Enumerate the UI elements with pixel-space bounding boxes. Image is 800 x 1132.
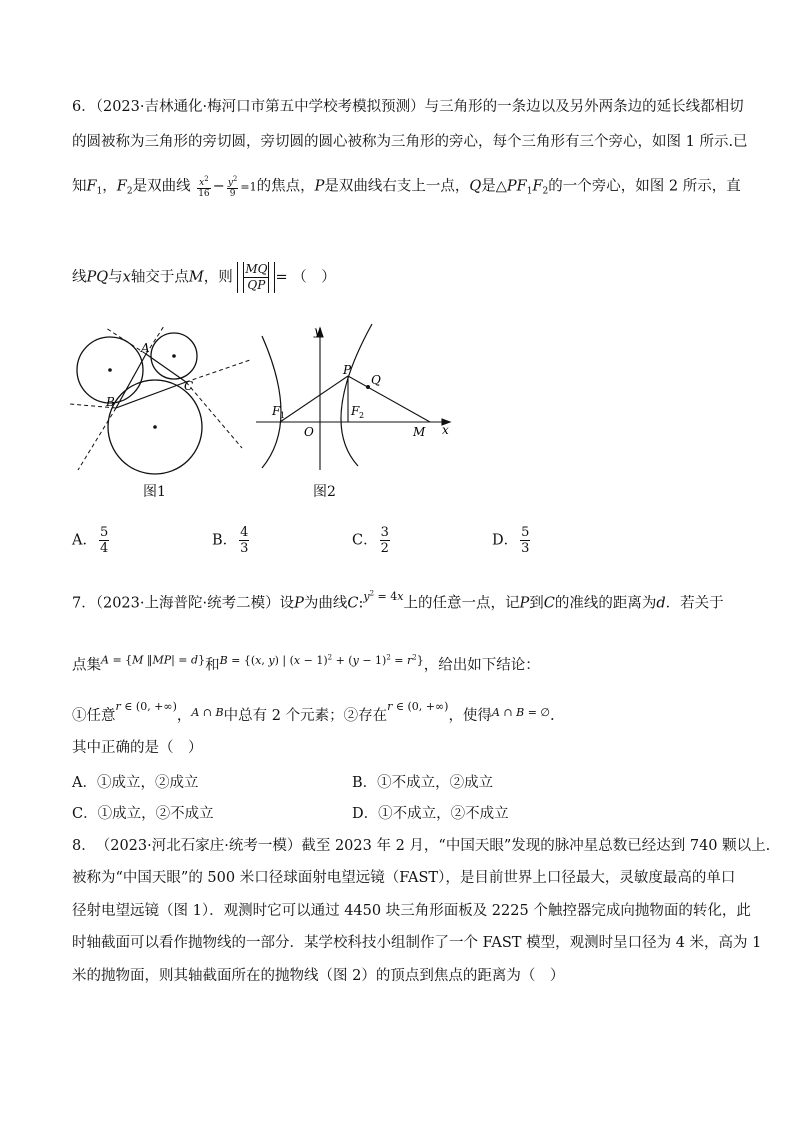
figure-2-caption: 图2	[313, 484, 336, 500]
q6-option-d[interactable]	[492, 525, 532, 556]
q6-t4c: 轴交于点	[130, 269, 189, 286]
q6-line-4: 线PQ与x轴交于点M，则 $\frac{MQ}{QP}$ = （ ）	[72, 262, 336, 292]
fig2-label-m: M	[413, 425, 426, 439]
q7-t3c: 中总有 2 个元素；②存在	[223, 708, 388, 724]
fig2-label-o: O	[304, 425, 314, 439]
fig2-label-x: x	[442, 423, 449, 437]
fig2-label-f2: F	[351, 404, 360, 418]
q6-line-3: 知$F_1$，$F_2$是双曲线 $\frac{x^2}{16}$ − $\frac{y^2}{9}$ =1的焦点，P是双曲线右支上一点，Q是$\triangle PF_1F_2$的一个旁心，如图 2 所示，直	[72, 175, 741, 199]
q6-t3g: 的一个旁心，如图 2 所示，直	[548, 178, 741, 195]
q7-t1b: 为曲线	[303, 595, 348, 612]
option-letter: C．	[352, 532, 378, 549]
option-frac: $\frac{5}{3}$	[521, 525, 530, 556]
q7-t1e: 的准线的距离为	[554, 595, 657, 612]
q6-source: （2023·吉林通化·梅河口市第五中学校考模拟预测）	[95, 99, 425, 115]
q7-t2b: 和	[205, 657, 220, 674]
q6-t4d: ，则	[203, 269, 233, 286]
q6-t3e: 是双曲线右支上一点，	[324, 178, 470, 195]
q6-option-b[interactable]	[212, 525, 251, 556]
q6-text-2: 的圆被称为三角形的旁切圆，旁切圆的圆心被称为三角形的旁心，每个三角形有三个旁心，如图 1 所示.已	[72, 134, 748, 150]
option-frac: $\frac{3}{2}$	[380, 525, 389, 556]
q6-t3f: 是△	[481, 178, 507, 195]
q7-t1c: 上的任意一点，记	[403, 595, 520, 612]
q7-number: 7．	[72, 595, 96, 612]
q7-t2a: 点集	[72, 657, 101, 674]
option-letter: A．	[72, 532, 97, 549]
figure-1-excircles	[66, 322, 256, 482]
fig1-label-c: C	[184, 379, 194, 393]
q7-source: （2023·上海普陀·统考二模）	[95, 595, 280, 612]
q8-line-3: 径射电望远镜（图 1）．观测时它可以通过 4450 块三角形面板及 2225 个触控器完成向抛物面的转化，此	[72, 903, 751, 919]
figure-2-hyperbola	[254, 322, 464, 472]
q8-line-1: 8． （2023·河北石家庄·统考一模）截至 2023 年 2 月，“中国天眼”发现的脉冲星总数已经达到 740 颗以上.	[72, 838, 771, 854]
option-letter: D．	[492, 532, 519, 549]
figure-1-caption: 图1	[143, 484, 166, 500]
q6-t4a: 线	[72, 269, 87, 286]
segment-pf1	[280, 376, 348, 422]
q6-t3b: ，	[102, 178, 117, 195]
q6-t3a: 知	[72, 178, 87, 195]
q6-t4b: 与	[108, 269, 123, 286]
hyperbola-frac-x: $\frac{x^2}{16}$	[198, 175, 210, 199]
fig2-sub-1: 1	[280, 411, 286, 420]
q7-t3a: ①任意	[72, 708, 116, 724]
q6-text-1: 与三角形的一条边以及另外两条边的延长线都相切	[424, 99, 744, 115]
q6-number: 6．	[72, 99, 96, 115]
q6-t3d: 的焦点，	[256, 178, 315, 195]
q6-option-c[interactable]	[352, 525, 392, 556]
q6-line-2	[72, 132, 748, 152]
q7-line-3: ①任意$^{r \in (0, +\infty)}$，$^{A \cap B}$中总有 2 个元素；②存在$^{r \in (0, +\infty)}$，使得$^{A \cap B = \emptyset}$.	[72, 700, 555, 724]
q7-option-d[interactable]: D．①不成立，②不成立	[352, 806, 509, 822]
q7-option-a[interactable]: A．①成立，②成立	[72, 775, 199, 791]
q7-t3b: ，	[176, 708, 192, 724]
fig2-label-y: y	[314, 324, 321, 338]
option-frac: $\frac{5}{4}$	[99, 525, 109, 556]
extension-ac-top	[106, 328, 146, 354]
fig2-label-p: P	[343, 363, 352, 377]
fig1-label-a: A	[141, 341, 150, 355]
hyperbola-right-branch	[341, 324, 372, 466]
extension-ab	[78, 408, 116, 470]
hyperbola-frac-y: $\frac{y^2}{9}$	[227, 175, 238, 199]
q7-line-4: 其中正确的是（ ）	[72, 740, 203, 756]
q7-t1f: ．若关于	[665, 595, 724, 612]
q7-t3d: ，使得	[448, 708, 492, 724]
q6-option-a[interactable]	[72, 525, 111, 556]
extension-ac	[186, 382, 242, 448]
q8-line-4: 时轴截面可以看作抛物线的一部分．某学校科技小组制作了一个 FAST 模型，观测时呈口径为 4 米，高为 1	[72, 935, 762, 951]
point-q	[366, 385, 370, 389]
q7-t1d: 到	[529, 595, 544, 612]
q7-line-1: 7．（2023·上海普陀·统考二模）设P为曲线C:$^{y^2 = 4x}$上的任意一点，记P到C的准线的距离为d．若关于	[72, 589, 724, 612]
q7-line-2: 点集$^{A = \{M ‖MP| = d\}}$和$^{B = \{(x, y) | (x - 1)^2 + (y - 1)^2 = r^2\}}$，给出如下结论：	[72, 653, 540, 674]
triangle-side-bc	[116, 382, 186, 408]
option-letter: B．	[212, 532, 238, 549]
ratio-abs: $\frac{MQ}{QP}$	[237, 262, 275, 293]
q8-line-5: 米的抛物面，则其轴截面所在的抛物线（图 2）的顶点到焦点的距离为（ ）	[72, 968, 565, 984]
q7-option-b[interactable]: B．①不成立，②成立	[352, 775, 494, 791]
option-frac: $\frac{4}{3}$	[240, 525, 249, 556]
q8-line-2: 被称为“中国天眼”的 500 米口径球面射电望远镜（FAST），是目前世界上口径最大，灵敏度最高的单口	[72, 870, 736, 886]
q6-line-1	[72, 97, 744, 117]
fig1-label-b: B	[106, 395, 115, 409]
fig2-label-f1: F	[272, 404, 281, 418]
q7-t1a: 设	[279, 595, 295, 612]
fig2-label-q: Q	[371, 373, 381, 387]
hyperbola-left-branch	[262, 336, 281, 468]
q7-option-c[interactable]: C．①成立，②不成立	[72, 806, 214, 822]
q7-t2c: ，给出如下结论：	[423, 657, 540, 674]
fig2-sub-2: 2	[359, 411, 365, 420]
q6-t4e: （ ）	[292, 269, 336, 286]
q6-t3c: 是双曲线	[132, 178, 191, 195]
